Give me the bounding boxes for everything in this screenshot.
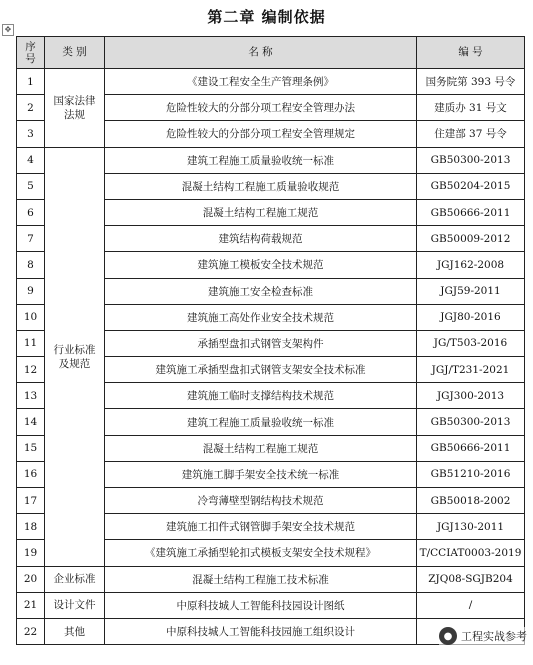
row-code: GB50666-2011: [417, 199, 525, 225]
header-name: 名 称: [105, 37, 417, 69]
row-name: 建筑施工临时支撑结构技术规范: [105, 383, 417, 409]
table-row: [17, 69, 525, 95]
row-code: JGJ130-2011: [417, 514, 525, 540]
header-code: 编 号: [417, 37, 525, 69]
row-seq: 6: [17, 199, 45, 225]
row-code: GB50018-2002: [417, 488, 525, 514]
row-code: GB51210-2016: [417, 461, 525, 487]
category-cell: 国家法律法规: [45, 69, 105, 148]
row-code: 国务院第 393 号令: [417, 69, 525, 95]
chapter-title: 第二章 编制依据: [207, 8, 326, 26]
row-seq: 22: [17, 618, 45, 644]
row-code: 建质办 31 号文: [417, 95, 525, 121]
watermark-text: 工程实战参考: [461, 630, 527, 643]
row-seq: 1: [17, 69, 45, 95]
row-code: T/CCIAT0003-2019: [417, 540, 525, 566]
row-seq: 2: [17, 95, 45, 121]
row-seq: 21: [17, 592, 45, 618]
row-name: 建筑施工扣件式钢管脚手架安全技术规范: [105, 514, 417, 540]
row-seq: 17: [17, 488, 45, 514]
row-name: 危险性较大的分部分项工程安全管理规定: [105, 121, 417, 147]
basis-table: [16, 36, 525, 645]
row-seq: 11: [17, 330, 45, 356]
row-code: GB50300-2013: [417, 147, 525, 173]
row-seq: 20: [17, 566, 45, 592]
table-row: [17, 566, 525, 592]
watermark: [439, 627, 527, 645]
row-seq: 9: [17, 278, 45, 304]
row-seq: 4: [17, 147, 45, 173]
row-seq: 5: [17, 173, 45, 199]
row-code: JGJ59-2011: [417, 278, 525, 304]
row-name: 危险性较大的分部分项工程安全管理办法: [105, 95, 417, 121]
row-name: 建筑施工模板安全技术规范: [105, 252, 417, 278]
category-cell: 企业标准: [45, 566, 105, 592]
row-code: /: [417, 592, 525, 618]
header-seq: 序号: [17, 37, 45, 69]
row-seq: 15: [17, 435, 45, 461]
row-name: 冷弯薄壁型钢结构技术规范: [105, 488, 417, 514]
row-name: 混凝土结构工程施工规范: [105, 199, 417, 225]
row-name: 混凝土结构工程施工质量验收规范: [105, 173, 417, 199]
row-seq: 10: [17, 304, 45, 330]
row-seq: 12: [17, 357, 45, 383]
category-cell: 设计文件: [45, 592, 105, 618]
category-cell: 其他: [45, 618, 105, 644]
row-name: 《建筑施工承插型轮扣式模板支架安全技术规程》: [105, 540, 417, 566]
row-name: 《建设工程安全生产管理条例》: [105, 69, 417, 95]
row-code: ZJQ08-SGJB204: [417, 566, 525, 592]
row-seq: 19: [17, 540, 45, 566]
row-name: 中原科技城人工智能科技园施工组织设计: [105, 618, 417, 644]
row-code: JGJ80-2016: [417, 304, 525, 330]
row-seq: 13: [17, 383, 45, 409]
row-code: GB50009-2012: [417, 226, 525, 252]
row-code: JGJ300-2013: [417, 383, 525, 409]
row-name: 混凝土结构工程施工规范: [105, 435, 417, 461]
row-code: GB50666-2011: [417, 435, 525, 461]
wechat-icon: ●: [439, 627, 457, 645]
row-name: 建筑施工安全检查标准: [105, 278, 417, 304]
row-name: 建筑施工脚手架安全技术统一标准: [105, 461, 417, 487]
table-move-handle-icon[interactable]: ✥: [2, 24, 14, 36]
table-header-row: [17, 37, 525, 69]
category-cell: 行业标准及规范: [45, 147, 105, 566]
row-seq: 16: [17, 461, 45, 487]
row-name: 建筑工程施工质量验收统一标准: [105, 409, 417, 435]
row-code: JG/T503-2016: [417, 330, 525, 356]
row-seq: 18: [17, 514, 45, 540]
row-name: 建筑施工高处作业安全技术规范: [105, 304, 417, 330]
row-name: 建筑施工承插型盘扣式钢管支架安全技术标准: [105, 357, 417, 383]
row-seq: 7: [17, 226, 45, 252]
row-name: 建筑工程施工质量验收统一标准: [105, 147, 417, 173]
row-code: JGJ162-2008: [417, 252, 525, 278]
header-category: 类 别: [45, 37, 105, 69]
row-code: 住建部 37 号令: [417, 121, 525, 147]
row-code: GB50300-2013: [417, 409, 525, 435]
row-code: GB50204-2015: [417, 173, 525, 199]
row-seq: 3: [17, 121, 45, 147]
table-row: [17, 592, 525, 618]
row-name: 建筑结构荷载规范: [105, 226, 417, 252]
row-seq: 8: [17, 252, 45, 278]
table-row: [17, 147, 525, 173]
row-name: 混凝土结构工程施工技术标准: [105, 566, 417, 592]
row-code: JGJ/T231-2021: [417, 357, 525, 383]
row-name: 承插型盘扣式钢管支架构件: [105, 330, 417, 356]
row-seq: 14: [17, 409, 45, 435]
row-name: 中原科技城人工智能科技园设计图纸: [105, 592, 417, 618]
